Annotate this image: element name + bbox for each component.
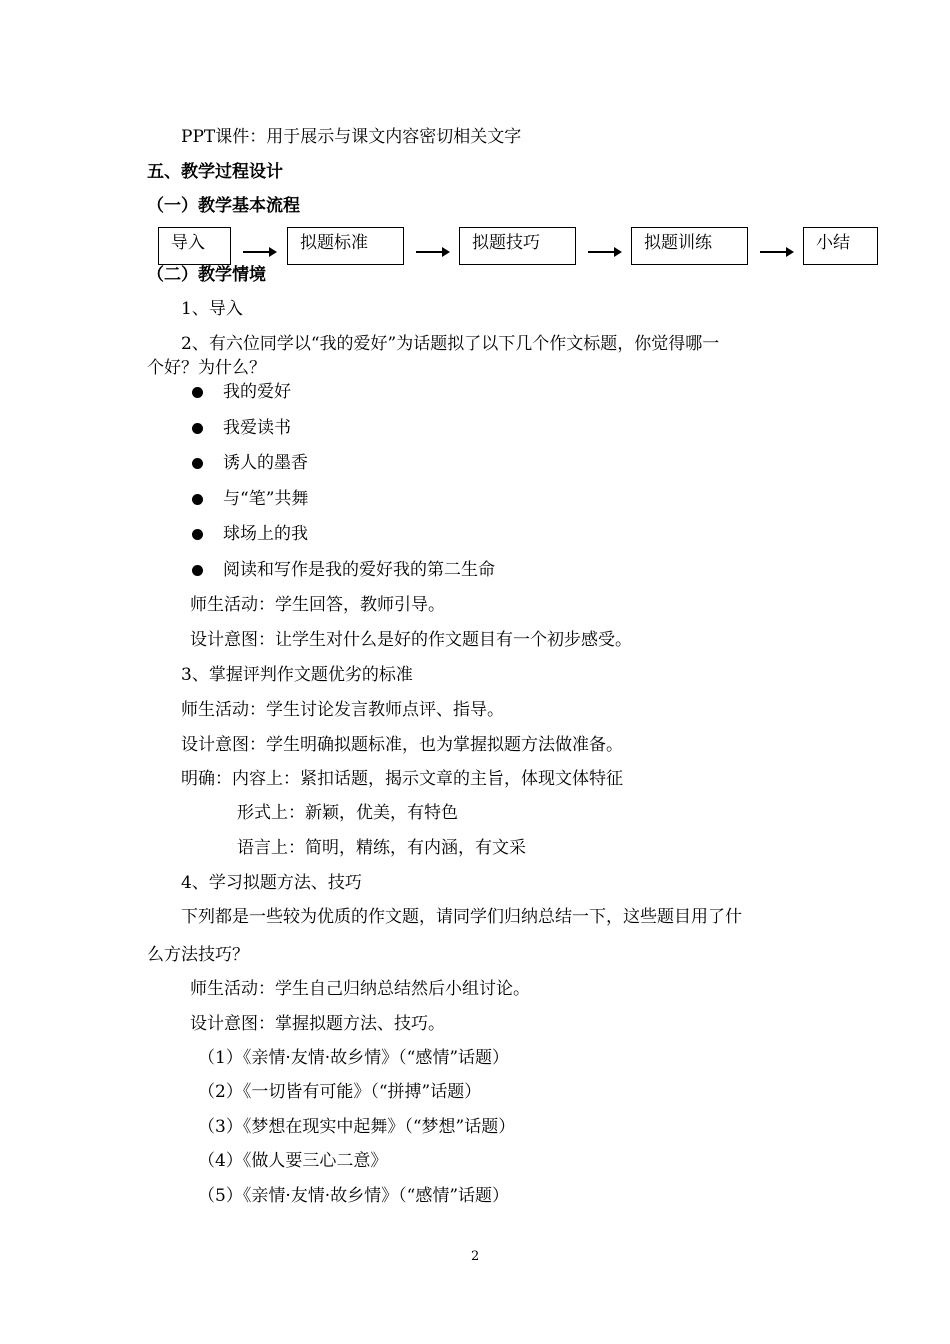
flow-step-training: 拟题训练 bbox=[631, 227, 748, 265]
list-item: 我爱读书 bbox=[223, 418, 291, 438]
bullet-icon bbox=[192, 423, 203, 434]
clarify-content: 明确：内容上：紧扣话题，揭示文章的主旨，体现文体特征 bbox=[181, 769, 623, 789]
page-number: 2 bbox=[471, 1249, 480, 1264]
flow-step-technique: 拟题技巧 bbox=[459, 227, 576, 265]
flow-arrow bbox=[760, 251, 792, 253]
step-4-line2: 么方法技巧？ bbox=[147, 945, 249, 965]
subheading-context: （二）教学情境 bbox=[147, 265, 266, 285]
flow-step-summary: 小结 bbox=[803, 227, 878, 265]
activity-3: 师生活动：学生自己归纳总结然后小组讨论。 bbox=[190, 979, 530, 999]
ppt-line: PPT课件：用于展示与课文内容密切相关文字 bbox=[181, 127, 522, 147]
flow-step-intro: 导入 bbox=[158, 227, 231, 265]
list-item: 球场上的我 bbox=[223, 524, 308, 544]
list-item: 我的爱好 bbox=[223, 382, 291, 402]
flow-step-standard: 拟题标准 bbox=[287, 227, 404, 265]
list-item: 诱人的墨香 bbox=[223, 453, 308, 473]
step-3: 3、掌握评判作文题优劣的标准 bbox=[181, 665, 413, 685]
bullet-icon bbox=[192, 387, 203, 398]
intent-3: 设计意图：掌握拟题方法、技巧。 bbox=[190, 1014, 445, 1034]
activity-1: 师生活动：学生回答，教师引导。 bbox=[190, 595, 445, 615]
subheading-flow: （一）教学基本流程 bbox=[147, 196, 300, 216]
step-intro: 1、导入 bbox=[181, 299, 243, 319]
step-4: 4、学习拟题方法、技巧 bbox=[181, 873, 362, 893]
section-heading: 五、教学过程设计 bbox=[147, 162, 283, 182]
activity-2: 师生活动：学生讨论发言教师点评、指导。 bbox=[181, 700, 504, 720]
flow-arrow bbox=[588, 251, 620, 253]
list-item: （1）《亲情·友情·故乡情》（“感情”话题） bbox=[198, 1048, 510, 1068]
step-4-line1: 下列都是一些较为优质的作文题，请同学们归纳总结一下，这些题目用了什 bbox=[181, 907, 742, 927]
clarify-form: 形式上：新颖，优美，有特色 bbox=[237, 803, 458, 823]
intent-2: 设计意图：学生明确拟题标准，也为掌握拟题方法做准备。 bbox=[181, 735, 623, 755]
list-item: 阅读和写作是我的爱好我的第二生命 bbox=[223, 560, 495, 580]
bullet-icon bbox=[192, 565, 203, 576]
list-item: （3）《梦想在现实中起舞》（“梦想”话题） bbox=[198, 1117, 516, 1137]
list-item: 与“笔”共舞 bbox=[223, 489, 309, 509]
flow-arrow bbox=[416, 251, 448, 253]
bullet-icon bbox=[192, 494, 203, 505]
clarify-language: 语言上：简明，精练，有内涵，有文采 bbox=[237, 838, 526, 858]
intent-1: 设计意图：让学生对什么是好的作文题目有一个初步感受。 bbox=[190, 630, 632, 650]
list-item: （5）《亲情·友情·故乡情》（“感情”话题） bbox=[198, 1186, 510, 1206]
step-2-line2: 个好？为什么？ bbox=[147, 358, 266, 378]
list-item: （4）《做人要三心二意》 bbox=[198, 1151, 388, 1171]
flow-arrow bbox=[243, 251, 275, 253]
bullet-icon bbox=[192, 458, 203, 469]
list-item: （2）《一切皆有可能》（“拼搏”话题） bbox=[198, 1082, 482, 1102]
step-2-line1: 2、有六位同学以“我的爱好”为话题拟了以下几个作文标题，你觉得哪一 bbox=[181, 334, 720, 354]
bullet-icon bbox=[192, 529, 203, 540]
